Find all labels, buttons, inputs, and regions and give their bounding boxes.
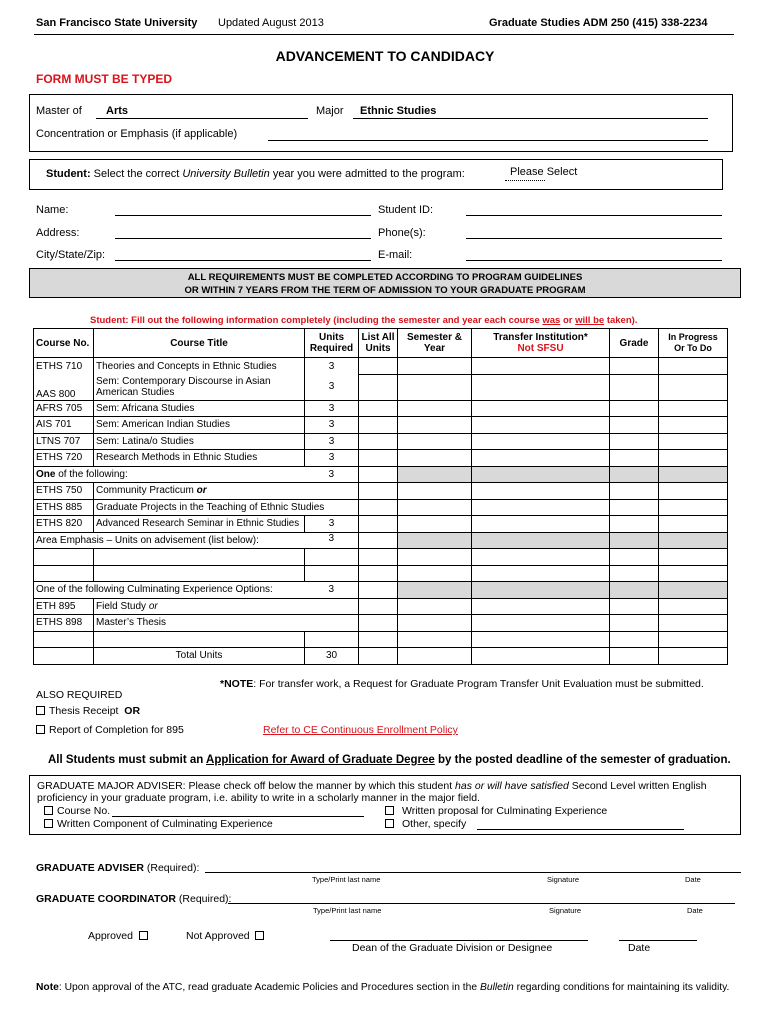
written-proposal-checkbox[interactable]: [385, 806, 394, 815]
major-label: Major: [316, 105, 344, 117]
other-specify-checkbox[interactable]: [385, 819, 394, 828]
major-value[interactable]: Ethnic Studies: [360, 105, 437, 117]
email-field[interactable]: [466, 260, 722, 261]
written-component-option[interactable]: Written Component of Culminating Experience: [44, 818, 273, 830]
table-row: ETHS 710 Theories and Concepts in Ethnic Studies 3: [34, 358, 728, 375]
col-transfer-institution: Transfer Institution* Not SFSU: [472, 329, 610, 358]
col-course-title: Course Title: [94, 329, 305, 358]
table-row: ETHS 898 Master’s Thesis: [34, 615, 728, 632]
adviser-signature-caption: Signature: [547, 875, 580, 884]
table-row: AIS 701 Sem: American Indian Studies 3: [34, 417, 728, 434]
course-no-checkbox[interactable]: [44, 806, 53, 815]
approved-checkbox[interactable]: [139, 931, 148, 940]
award-instruction: All Students must submit an Application for Award of Graduate Degree by the posted deadline of the semester of graduation.: [48, 754, 731, 766]
office-info: Graduate Studies ADM 250 (415) 338-2234: [489, 17, 708, 29]
grad-coordinator-label: GRADUATE COORDINATOR (Required):: [36, 893, 232, 905]
adviser-instructions-1: GRADUATE MAJOR ADVISER: Please check off below the manner by which this student has or will have satisfied Second Level written English: [37, 780, 707, 792]
phones-field[interactable]: [466, 238, 722, 239]
table-row: ETH 895 Field Study or: [34, 598, 728, 615]
grad-coordinator-signature-line[interactable]: [228, 903, 735, 904]
not-approved-option[interactable]: Not Approved: [186, 930, 268, 942]
grad-adviser-signature-line[interactable]: [205, 872, 741, 873]
table-row: LTNS 707 Sem: Latina/o Studies 3: [34, 433, 728, 450]
table-row: ETHS 720 Research Methods in Ethnic Studies 3: [34, 450, 728, 467]
city-label: City/State/Zip:: [36, 249, 106, 261]
table-row: [34, 631, 728, 648]
requirements-banner: ALL REQUIREMENTS MUST BE COMPLETED ACCORDING TO PROGRAM GUIDELINES OR WITHIN 7 YEARS FROM THE TERM OF ADMISSION TO YOUR GRADUATE PROGRAM: [29, 268, 741, 298]
course-table: [33, 328, 728, 665]
table-row: One of the following Culminating Experience Options: 3: [34, 582, 728, 599]
thesis-receipt-checkbox[interactable]: [36, 706, 45, 715]
must-typed-warning: FORM MUST BE TYPED: [36, 72, 173, 86]
form-title: ADVANCEMENT TO CANDIDACY: [275, 48, 495, 64]
table-row: AFRS 705 Sem: Africana Studies 3: [34, 400, 728, 417]
footer-note: Note: Upon approval of the ATC, read graduate Academic Policies and Procedures section in the Bulletin regarding conditions for maintaining its validity.: [36, 982, 730, 993]
ce-policy-link[interactable]: Refer to CE Continuous Enrollment Policy: [263, 724, 458, 736]
total-units-row: Total Units 30: [34, 648, 728, 665]
email-label: E-mail:: [378, 249, 413, 261]
adviser-instructions-2: proficiency in your graduate program, i.e. ability to write in a scholarly manner in the major field.: [37, 792, 480, 804]
dean-signature-line[interactable]: [330, 940, 588, 941]
thesis-receipt-option[interactable]: Thesis Receipt OR: [36, 705, 140, 717]
fill-instructions: Student: Fill out the following information completely (including the semester and year each course was or will be taken).: [90, 315, 638, 326]
updated-date: Updated August 2013: [218, 17, 324, 29]
concentration-label: Concentration or Emphasis (if applicable): [36, 128, 238, 140]
master-of-field: [96, 118, 308, 119]
university-name: San Francisco State University: [36, 17, 198, 29]
address-label: Address:: [36, 227, 80, 239]
bulletin-year-select[interactable]: Please Select: [510, 166, 578, 178]
grad-adviser-label: GRADUATE ADVISER (Required):: [36, 862, 200, 874]
dean-caption: Dean of the Graduate Division or Designee: [352, 942, 553, 954]
master-of-label: Master of: [36, 105, 82, 117]
table-row: One of the following: 3: [34, 466, 728, 483]
table-header-row: [34, 329, 728, 358]
table-row: [34, 549, 728, 566]
master-of-value[interactable]: Arts: [106, 105, 129, 117]
course-no-field[interactable]: [112, 816, 364, 817]
table-row: [34, 565, 728, 582]
col-in-progress: In Progress Or To Do: [659, 329, 728, 358]
col-grade: Grade: [610, 329, 659, 358]
report-completion-checkbox[interactable]: [36, 725, 45, 734]
adviser-date-caption: Date: [685, 875, 701, 884]
name-field[interactable]: [115, 215, 371, 216]
other-specify-field[interactable]: [477, 829, 684, 830]
approved-option[interactable]: Approved: [88, 930, 152, 942]
written-proposal-option[interactable]: Written proposal for Culminating Experience: [385, 805, 607, 817]
course-no-option[interactable]: Course No.: [44, 805, 110, 817]
table-row: ETHS 820 Advanced Research Seminar in Ethnic Studies 3: [34, 516, 728, 533]
table-row: AAS 800 Sem: Contemporary Discourse in Asian American Studies 3: [34, 374, 728, 400]
phones-label: Phone(s):: [378, 227, 426, 239]
written-component-checkbox[interactable]: [44, 819, 53, 828]
major-field: [353, 118, 708, 119]
col-course-no: Course No.: [34, 329, 94, 358]
col-list-all-units: List All Units: [359, 329, 398, 358]
col-units-required: Units Required: [305, 329, 359, 358]
coord-print-caption: Type/Print last name: [313, 906, 382, 915]
dean-date-caption: Date: [628, 942, 651, 954]
adviser-print-caption: Type/Print last name: [312, 875, 381, 884]
table-row: ETHS 885 Graduate Projects in the Teaching of Ethnic Studies: [34, 499, 728, 516]
not-approved-checkbox[interactable]: [255, 931, 264, 940]
table-row: Area Emphasis – Units on advisement (list below): 3: [34, 532, 728, 549]
program-box: [29, 94, 733, 152]
bulletin-select-underline: [505, 180, 545, 181]
report-completion-option[interactable]: Report of Completion for 895: [36, 724, 184, 736]
name-label: Name:: [36, 204, 69, 216]
concentration-field[interactable]: [268, 140, 708, 141]
bulletin-prompt: Student: Select the correct University Bulletin year you were admitted to the program:: [46, 168, 465, 180]
col-semester-year: Semester & Year: [398, 329, 472, 358]
student-id-label: Student ID:: [378, 204, 434, 216]
also-required-label: ALSO REQUIRED: [36, 689, 123, 701]
transfer-note: *NOTE: For transfer work, a Request for Graduate Program Transfer Unit Evaluation must be submitted.: [220, 678, 704, 690]
other-specify-option[interactable]: Other, specify: [385, 818, 466, 830]
coord-signature-caption: Signature: [549, 906, 582, 915]
table-row: ETHS 750 Community Practicum or: [34, 483, 728, 500]
coord-date-caption: Date: [687, 906, 703, 915]
dean-date-line[interactable]: [619, 940, 697, 941]
student-id-field[interactable]: [466, 215, 722, 216]
award-application-link[interactable]: Application for Award of Graduate Degree: [206, 754, 435, 766]
city-field[interactable]: [115, 260, 371, 261]
address-field[interactable]: [115, 238, 371, 239]
header-rule: [34, 34, 734, 35]
